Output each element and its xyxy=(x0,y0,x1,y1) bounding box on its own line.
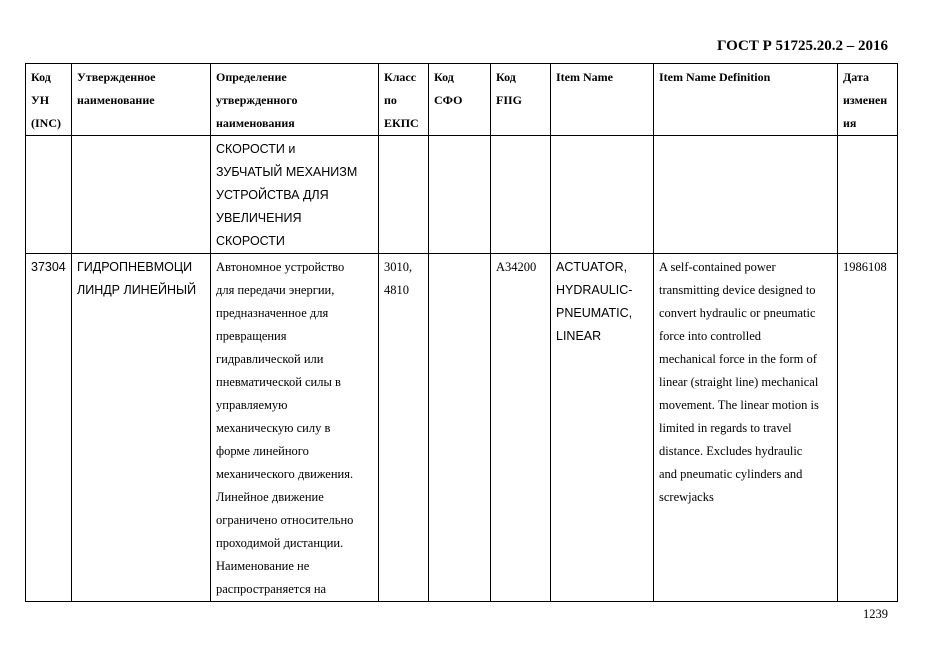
cell-line: force into controlled xyxy=(659,329,762,343)
cell-line: УВЕЛИЧЕНИЯ xyxy=(216,211,302,225)
header-item-name-definition xyxy=(654,64,838,136)
cell-line: УСТРОЙСТВА ДЛЯ xyxy=(216,188,329,202)
cell-line: 4810 xyxy=(384,283,409,297)
cell-line: Наименование не xyxy=(216,559,310,573)
header-line: наименования xyxy=(216,116,295,130)
cell-fiig-code xyxy=(491,136,551,254)
header-definition xyxy=(211,64,379,136)
cell-line: Автономное устройство xyxy=(216,260,345,274)
cell-line: проходимой дистанции. xyxy=(216,536,344,550)
cell-line: механического движения. xyxy=(216,467,354,481)
cell-line: 1986108 xyxy=(843,260,887,274)
header-line: Код xyxy=(496,70,516,84)
cell-sfo-code xyxy=(429,254,491,602)
cell-line: and pneumatic cylinders and xyxy=(659,467,803,481)
cell-line: 37304 xyxy=(31,260,66,274)
header-line: УН xyxy=(31,93,50,107)
cell-line: ЛИНДР ЛИНЕЙНЫЙ xyxy=(77,283,197,297)
cell-line: ЗУБЧАТЫЙ МЕХАНИЗМ xyxy=(216,165,358,179)
header-line: по xyxy=(384,93,397,107)
header-change-date xyxy=(838,64,898,136)
cell-inc xyxy=(26,136,72,254)
header-line: Код xyxy=(434,70,454,84)
table-header-row xyxy=(26,64,898,136)
cell-line: A self-contained power xyxy=(659,260,776,274)
cell-line: 3010, xyxy=(384,260,413,274)
header-line: СФО xyxy=(434,93,463,107)
cell-line: СКОРОСТИ и xyxy=(216,142,296,156)
header-line: изменен xyxy=(843,93,888,107)
cell-line: ACTUATOR, xyxy=(556,260,628,274)
cell-line: A34200 xyxy=(496,260,537,274)
header-line: FIIG xyxy=(496,93,523,107)
cell-ekps-class xyxy=(379,136,429,254)
cell-line: механическую силу в xyxy=(216,421,331,435)
cell-line: превращения xyxy=(216,329,287,343)
cell-line: convert hydraulic or pneumatic xyxy=(659,306,816,320)
table-row xyxy=(26,136,898,254)
cell-item-name-definition xyxy=(654,254,838,602)
header-item-name xyxy=(551,64,654,136)
header-line: Код xyxy=(31,70,51,84)
cell-line: HYDRAULIC- xyxy=(556,283,633,297)
cell-item-name xyxy=(551,136,654,254)
header-line: Класс xyxy=(384,70,417,84)
header-line: Item Name xyxy=(556,70,613,84)
header-line: Утвержденное xyxy=(77,70,156,84)
cell-line: transmitting device designed to xyxy=(659,283,816,297)
cell-sfo-code xyxy=(429,136,491,254)
cell-line: PNEUMATIC, xyxy=(556,306,633,320)
cell-item-name-definition xyxy=(654,136,838,254)
cell-line: ГИДРОПНЕВМОЦИ xyxy=(77,260,193,274)
header-line: Дата xyxy=(843,70,869,84)
cell-line: movement. The linear motion is xyxy=(659,398,819,412)
cell-fiig-code xyxy=(491,254,551,602)
cell-line: mechanical force in the form of xyxy=(659,352,817,366)
cell-line: limited in regards to travel xyxy=(659,421,792,435)
cell-line: распространяется на xyxy=(216,582,327,596)
header-line: утвержденного xyxy=(216,93,298,107)
cell-approved-name xyxy=(72,136,211,254)
header-line: ия xyxy=(843,116,857,130)
header-inc xyxy=(26,64,72,136)
header-line: ЕКПС xyxy=(384,116,419,130)
cell-definition xyxy=(211,136,379,254)
cell-line: LINEAR xyxy=(556,329,602,343)
header-line: (INC) xyxy=(31,116,61,130)
header-line: наименование xyxy=(77,93,155,107)
cell-line: ограничено относительно xyxy=(216,513,354,527)
cell-ekps-class xyxy=(379,254,429,602)
cell-line: distance. Excludes hydraulic xyxy=(659,444,803,458)
document-header: ГОСТ Р 51725.20.2 – 2016 xyxy=(716,38,888,54)
header-approved-name xyxy=(72,64,211,136)
header-line: Определение xyxy=(216,70,287,84)
cell-line: форме линейного xyxy=(216,444,309,458)
header-sfo-code xyxy=(429,64,491,136)
cell-line: linear (straight line) mechanical xyxy=(659,375,819,389)
header-ekps-class xyxy=(379,64,429,136)
cell-line: предназначенное для xyxy=(216,306,329,320)
header-fiig-code xyxy=(491,64,551,136)
cell-line: гидравлической или xyxy=(216,352,324,366)
cell-line: СКОРОСТИ xyxy=(216,234,285,248)
cell-line: пневматической силы в xyxy=(216,375,341,389)
cell-approved-name xyxy=(72,254,211,602)
table-row xyxy=(26,254,898,602)
cell-change-date xyxy=(838,254,898,602)
classification-table xyxy=(25,63,898,602)
cell-definition xyxy=(211,254,379,602)
cell-line: Линейное движение xyxy=(216,490,324,504)
cell-change-date xyxy=(838,136,898,254)
cell-item-name xyxy=(551,254,654,602)
cell-line: screwjacks xyxy=(659,490,714,504)
cell-line: управляемую xyxy=(216,398,288,412)
header-line: Item Name Definition xyxy=(659,70,771,84)
page-number: 1239 xyxy=(863,607,888,621)
cell-inc xyxy=(26,254,72,602)
cell-line: для передачи энергии, xyxy=(216,283,335,297)
